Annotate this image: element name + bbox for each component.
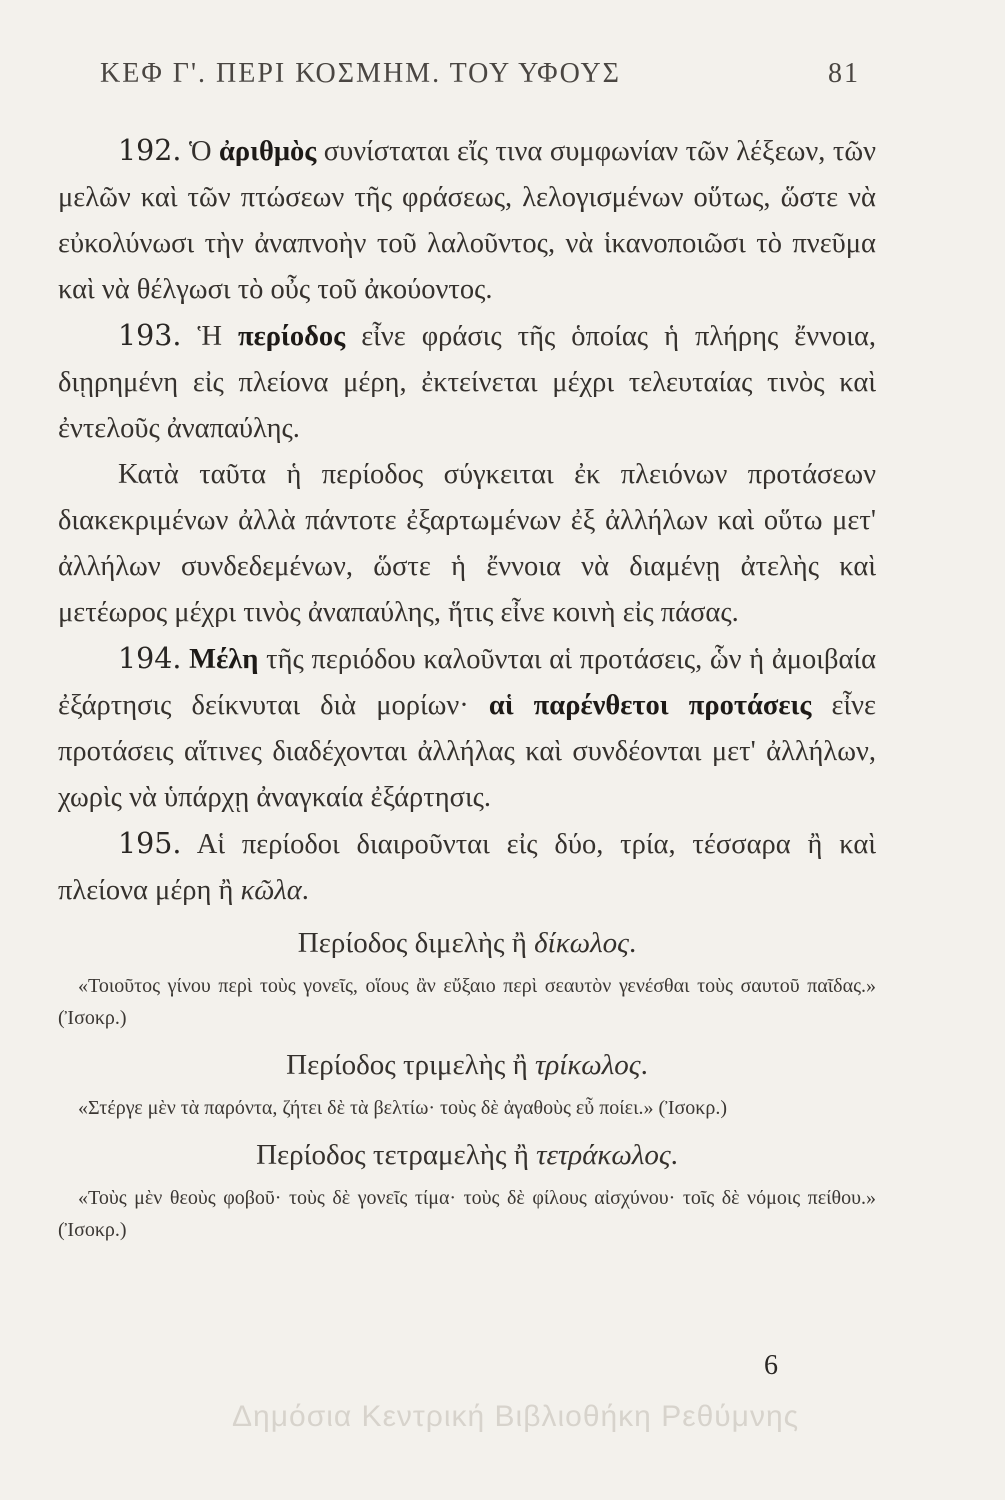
paragraph-text: Κατὰ ταῦτα ἡ περίοδος σύγκειται ἐκ πλειόνων προτάσεων διακεκριμένων ἀλλὰ πάντοτε ἐξαρτωμένων ἐξ ἀλλήλων καὶ οὕτω μετ' ἀλλήλων συνδεδεμένων, ὥστε ἡ ἔννοια νὰ διαμένῃ ἀτελὴς καὶ μετέωρος μέχρι τινὸς ἀναπαύλης, ἥτις εἶνε κοινὴ εἰς πάσας.: [58, 459, 876, 628]
example-heading-1: [58, 920, 876, 966]
example-heading-3: [58, 1132, 876, 1178]
example-heading-term: δίκωλος: [534, 927, 629, 959]
paragraph-195: [58, 821, 876, 914]
paragraph-end: .: [301, 875, 309, 906]
paragraph-number: 193.: [118, 319, 182, 352]
paragraph-number: 194.: [118, 642, 182, 675]
quote-text: «Τοὺς μὲν θεοὺς φοβοῦ· τοὺς δὲ γονεῖς τίμα· τοὺς δὲ φίλους αἰσχύνου· τοῖς δὲ νόμοις πείθου.» (Ἰσοκρ.): [58, 1187, 876, 1241]
defined-term: Μέλη: [189, 644, 259, 675]
example-quote-2: [58, 1092, 876, 1124]
running-head: [100, 58, 860, 90]
example-heading-term: τρίκωλος: [535, 1049, 641, 1081]
defined-term-2: αἱ παρένθετοι προτάσεις: [488, 690, 812, 721]
example-heading-end: .: [670, 1139, 678, 1171]
body-text: [58, 128, 876, 1254]
paragraph-193-continuation: [58, 452, 876, 636]
example-heading-2: [58, 1042, 876, 1088]
page-number: 81: [828, 58, 860, 89]
paragraph-193: [58, 313, 876, 452]
defined-term: περίοδος: [238, 321, 346, 352]
paragraph-number: 192.: [118, 134, 182, 167]
paragraph-text: Αἱ περίοδοι διαιροῦνται εἰς δύο, τρία, τέσσαρα ἢ καὶ πλείονα μέρη ἢ: [58, 829, 876, 906]
paragraph-194: [58, 636, 876, 821]
example-heading-end: .: [640, 1049, 648, 1081]
signature-mark: 6: [764, 1350, 778, 1381]
example-heading-text: Περίοδος τριμελὴς ἢ: [286, 1049, 535, 1081]
library-stamp: Δημόσια Κεντρική Βιβλιοθήκη Ρεθύμνης: [232, 1400, 800, 1433]
defined-term: ἀριθμὸς: [218, 136, 317, 167]
example-heading-text: Περίοδος διμελὴς ἢ: [297, 927, 535, 959]
paragraph-number: 195.: [118, 827, 182, 860]
chapter-title: ΚΕΦ Γ'. ΠΕΡΙ ΚΟΣΜΗΜ. ΤΟΥ ΥΦΟΥΣ: [100, 58, 621, 89]
paragraph-text: εἶνε φράσις τῆς ὁποίας ἡ πλήρης ἔννοια, διῃρημένη εἰς πλείονα μέρη, ἐκτείνεται μέχρι τελευταίας τινὸς καὶ ἐντελοῦς ἀναπαύλης.: [58, 321, 876, 444]
example-heading-term: τετράκωλος: [536, 1139, 671, 1171]
paragraph-text: τῆς περιόδου καλοῦνται αἱ προτάσεις, ὧν ἡ ἀμοιβαία ἐξάρτησις δείκνυται διὰ μορίων·: [58, 644, 877, 721]
paragraph-lead: Ὁ: [188, 136, 219, 167]
quote-text: «Τοιοῦτος γίνου περὶ τοὺς γονεῖς, οἵους ἂν εὔξαιο περὶ σεαυτὸν γενέσθαι τοὺς σαυτοῦ παῖδας.» (Ἰσοκρ.): [58, 975, 876, 1029]
example-heading-end: .: [628, 927, 637, 959]
paragraph-text: συνίσταται εἴς τινα συμφωνίαν τῶν λέξεων, τῶν μελῶν καὶ τῶν πτώσεων τῆς φράσεως, λελογισμένων οὕτως, ὥστε νὰ εὐκολύνωσι τὴν ἀναπνοὴν τοῦ λαλοῦντος, νὰ ἱκανοποιῶσι τὸ πνεῦμα καὶ νὰ θέλγωσι τὸ οὖς τοῦ ἀκούοντος.: [58, 136, 876, 305]
example-quote-3: [58, 1182, 876, 1246]
paragraph-lead: Ἡ: [197, 321, 238, 352]
quote-text: «Στέργε μὲν τὰ παρόντα, ζήτει δὲ τὰ βελτίω· τοὺς δὲ ἀγαθοὺς εὖ ποίει.» (Ἰσοκρ.): [78, 1097, 728, 1119]
example-quote-1: [58, 970, 876, 1034]
paragraph-text-2: εἶνε προτάσεις αἵτινες διαδέχονται ἀλλήλας καὶ συνδέονται μετ' ἀλλήλων, χωρὶς νὰ ὑπάρχῃ ἀναγκαία ἐξάρτησις.: [58, 690, 876, 813]
example-heading-text: Περίοδος τετραμελὴς ἢ: [256, 1139, 537, 1171]
paragraph-192: [58, 128, 876, 313]
defined-term: κῶλα: [240, 875, 302, 906]
